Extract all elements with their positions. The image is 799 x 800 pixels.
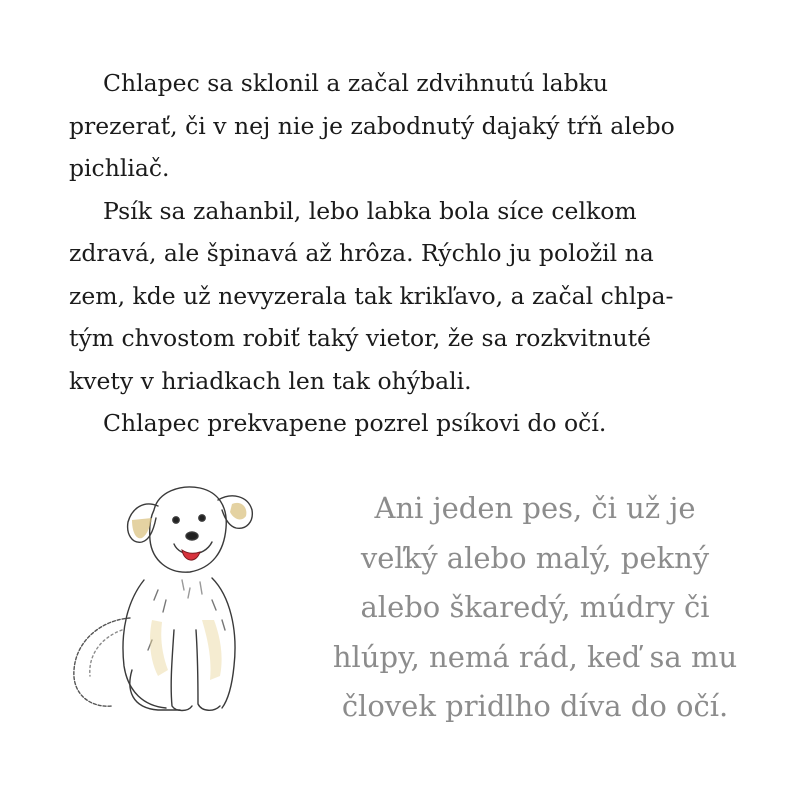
text-line: Chlapec prekvapene pozrel psíkovi do očí.	[103, 409, 607, 437]
text-line: tým chvostom robiť taký vietor, že sa rozkvitnuté	[69, 324, 651, 352]
text-line: pichliač.	[69, 154, 170, 182]
text-line: Chlapec sa sklonil a začal zdvihnutú labku	[103, 69, 609, 97]
text-line: zdravá, ale špinavá až hrôza. Rýchlo ju položil na	[69, 239, 654, 267]
dog-drawing	[62, 470, 302, 730]
quote-line: Ani jeden pes, či už je	[374, 491, 696, 525]
text-line: zem, kde už nevyzerala tak krikľavo, a začal chlpa-	[69, 281, 674, 310]
pull-quote	[300, 484, 770, 732]
quote-line: veľký alebo malý, pekný	[360, 540, 710, 575]
text-line: prezerať, či v nej nie je zabodnutý dajaký tŕň alebo	[69, 111, 675, 140]
sitting-dog-illustration	[62, 470, 302, 730]
quote-line: hlúpy, nemá rád, keď sa mu	[332, 639, 738, 674]
story-text	[69, 62, 739, 445]
quote-line: alebo škaredý, múdry či	[360, 590, 710, 624]
quote-line: človek pridlho díva do očí.	[341, 689, 729, 723]
text-line: kvety v hriadkach len tak ohýbali.	[69, 366, 472, 395]
text-line: Psík sa zahanbil, lebo labka bola síce celkom	[103, 196, 637, 225]
